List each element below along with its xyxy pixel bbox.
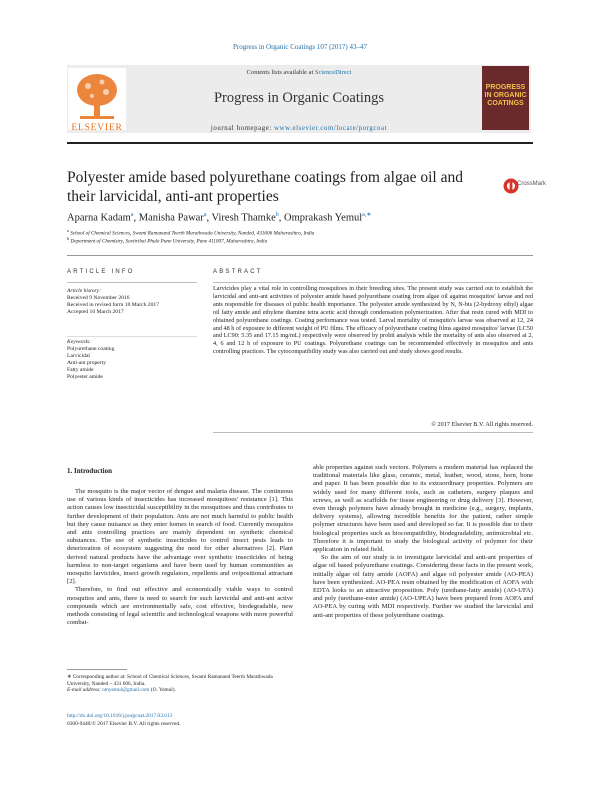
paragraph: Therefore, to find out effective and economically viable ways to control mosquitos and ants, there is need to search for such larvicidal and anti-ant active compounds which are environmentally safe, cost effective, biodegradable, new methods consisting of legal scientific and technological weapons with more powerful combat- — [67, 586, 293, 627]
contents-line — [67, 69, 531, 76]
masthead-divider — [67, 142, 533, 144]
email-suffix: (O. Yemul). — [149, 687, 176, 694]
email-label: E-mail address: — [67, 687, 103, 694]
affiliation — [67, 236, 267, 245]
abstract-copyright: © 2017 Elsevier B.V. All rights reserved. — [431, 421, 533, 428]
section-heading-introduction: 1. Introduction — [67, 467, 112, 475]
affil-mark: b — [67, 236, 70, 241]
keyword: Polyester amide — [67, 373, 103, 380]
keywords-label: Keywords: — [67, 339, 92, 345]
email-line — [67, 687, 293, 694]
homepage-link[interactable]: www.elsevier.com/locate/porgcoat — [274, 125, 388, 132]
header-divider — [67, 255, 533, 256]
journal-homepage — [67, 125, 531, 132]
author-list: Aparna Kadam$^a$, Manisha Pawar$^a$, Viresh Thamke$^b$, Omprakash Yemul$^{a,∗}$ — [67, 212, 372, 224]
abstract-text: Larvicides play a vital role in controlling mosquitoes in their breeding sites. The present study was carried out to establish the larvicidal and anti-ant activities of polyester amide based polyurethane coating from algae oil against mosquitos' larvae and red ants responsible for diseases of public health importance. The polyester amide synthesized by N, N-bis (2-hydroxy ethyl) algae oil fatty amide and ethylene diamine tetra acetic acid through condensation polymerization. After that resin cured with MDI to obtained polyurethane coatings. Coating performance was tested. Larval mortality of mosquito's larvae was observed at 12, 24 and 48 h of exposure to different weight of PU films. The efficacy of polyurethane coating films against mosquitos' larvae (LC50 and LC90: 5.35 and 17.15 mg/mL) respectively were observed by probit analysis while the mortality of ants also observed at 2, 4, 6 and 12 h of exposure to PU coatings. Polyurethane coatings can be recommended effectively in mosquitos and ants controlling practices. The cytocompatibility study was also carried out and study shows good results. — [213, 285, 533, 356]
affiliation-text: School of Chemical Sciences, Swami Ramanand Teerth Marathwada University, Nanded, 431606 Maharashtra, India — [70, 230, 315, 237]
history-item: Received 9 November 2016 — [67, 294, 130, 301]
elsevier-tree-logo — [68, 68, 126, 130]
author-name[interactable]: Manisha Pawar — [138, 212, 204, 224]
author-affil-mark: b — [275, 212, 279, 218]
journal-cover-thumbnail[interactable] — [482, 66, 529, 130]
article-title: Polyester amide based polyurethane coatings from algae oil and their larvicidal, anti-ant properties — [67, 169, 463, 205]
doi-link[interactable]: http://dx.doi.org/10.1016/j.porgcoat.2017.03.013 — [67, 713, 173, 719]
affiliation-text: Department of Chemistry, Savitribai Phule Pune University, Pune 411007, Maharashtra, India — [70, 238, 268, 245]
elsevier-wordmark: ELSEVIER — [71, 123, 123, 133]
homepage-prefix: journal homepage: — [210, 125, 275, 132]
footnote — [67, 674, 293, 694]
cover-title: PROGRESS IN ORGANIC COATINGS — [484, 84, 527, 107]
author-affil-mark: a — [130, 212, 134, 218]
article-info-heading: ARTICLE INFO — [67, 269, 135, 275]
journal-citation[interactable]: Progress in Organic Coatings 107 (2017) 43–47 — [232, 43, 368, 51]
keyword: Fatty amide — [67, 366, 94, 373]
history-divider — [67, 336, 197, 337]
footnote-divider — [67, 669, 127, 670]
body-column-left — [67, 488, 293, 627]
paragraph: So the aim of our study is to investigate larvicidal and anti-ant properties of algae oil based polyurethane coatings. Considering these facts in the present work, initially algae oil fatty amide (AOFA) and algae oil polyester amide (AO-PEA) have been synthesized. AO-PEA resin obtained by the modification of AOFA with EDTA looks to an attractive proposition. Poly (urethane-fatty amide) (AO-UFA) and poly (urethane-ester amide) (AO-UPEA) have been prepared from AOFA and AO-PEA by curing with MDI respectively. Further we studied the larvicidal and anti-ant properties of these polyurethane coatings. — [313, 554, 533, 619]
body-column-right — [313, 464, 533, 620]
abstract-heading: ABSTRACT — [213, 269, 263, 275]
paragraph: able properties against such vectors. Polymers a modern material has replaced the traditional materials like glass, ceramic, metal, leather, wood, stone, horn, bone and paper. It has been possible due to its extraordinary properties. Polymers are widely used for many different tools, such as catheters, surgery plaques and screws, as well as scaffolds for tissue engineering or drug delivery [3]. However, even though polymers have already brought in medicine (e.g., surgery, implants, delivery systems), allowing incredible benefits for the patient, rather simple polymer structures have been used and developed so far. It is possible due to their biological properties such as biocompatibility, biodegradability, antimicrobial etc. Therefore it is important to study the biological activity of polymer for their application in related field. — [313, 464, 533, 554]
email-link[interactable]: omyemul@gmail.com — [102, 687, 150, 694]
keyword: Larvicidal — [67, 352, 90, 359]
keyword: Anti-ant property — [67, 359, 106, 366]
author-name[interactable]: Viresh Thamke — [211, 212, 276, 224]
keywords — [67, 339, 199, 380]
journal-title: Progress in Organic Coatings — [213, 90, 385, 106]
issn-line: 0300-9440/© 2017 Elsevier B.V. All rights reserved. — [67, 721, 181, 727]
author-affil-mark: a — [203, 212, 207, 218]
affil-mark: a — [67, 228, 69, 233]
corresponding-author-note: ∗ Corresponding author at: School of Chemical Sciences, Swami Ramanand Teerth Marathwada University, Nanded – 431 606, India. — [67, 674, 273, 687]
author-name[interactable]: Aparna Kadam — [67, 212, 131, 224]
article-info-divider — [67, 282, 197, 283]
crossmark-label: CrossMark — [517, 181, 547, 187]
article-history — [67, 288, 199, 316]
history-label: Article history: — [67, 288, 102, 294]
keyword: Polyurethane coating — [67, 345, 115, 352]
history-item: Received in revised form 10 March 2017 — [67, 301, 159, 308]
contents-prefix: Contents lists available at — [246, 69, 315, 76]
history-item: Accepted 10 March 2017 — [67, 308, 124, 315]
author-affil-mark: a,∗ — [362, 212, 372, 218]
author-name[interactable]: Omprakash Yemul — [284, 212, 363, 224]
masthead — [67, 65, 531, 133]
paragraph: The mosquito is the major vector of dengue and malaria disease. The continuous use of various kinds of insecticides has increased mosquitoes' resistance [1]. This action causes low insecticidal susceptibility in the mosquitoes and thus contributes to further development of their population. Ants are not much harmful to public health but they cause nuisance as they enter homes in search of food. Currently mosquitos and ants controlling practices are mainly dependent on synthetic chemical substances. The use of synthetic insecticides to control insect pests leads to deterioration of ecosystem suggesting the need for other alternatives [2]. Plant derived natural products have the advantage over synthetic insecticides of being harmless to non-target organisms and have been used by human communities as mosquito larvicides, insect growth regulators, repellents and ovipositional attractant [2]. — [67, 488, 293, 586]
abstract-divider — [213, 282, 533, 283]
abstract-end-divider — [213, 432, 533, 433]
sciencedirect-link[interactable]: ScienceDirect — [314, 69, 352, 76]
